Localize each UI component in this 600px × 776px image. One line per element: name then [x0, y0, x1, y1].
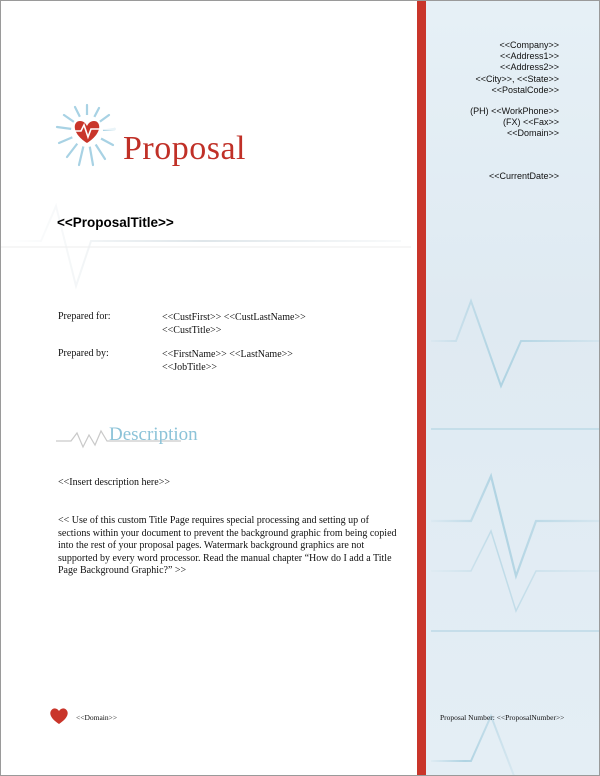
description-placeholder: <<Insert description here>> — [58, 477, 170, 488]
address-line-2: <<Address2>> — [499, 62, 559, 73]
contact-block — [470, 106, 559, 140]
customer-name: <<CustFirst>> <<CustLastName>> — [162, 312, 306, 323]
company-address-block — [475, 40, 559, 96]
prepared-by-value — [162, 348, 293, 374]
address-line-1: <<Address1>> — [499, 51, 559, 62]
description-heading: Description — [109, 424, 198, 445]
current-date: <<CurrentDate>> — [488, 171, 559, 181]
domain: <<Domain>> — [506, 128, 559, 139]
footer-proposal-number: Proposal Number: <<ProposalNumber>> — [440, 713, 565, 722]
customer-title: <<CustTitle>> — [162, 325, 222, 336]
postal-code: <<PostalCode>> — [491, 84, 559, 95]
work-phone: (PH) <<WorkPhone>> — [470, 106, 559, 116]
prepared-for-label: Prepared for: — [58, 311, 111, 322]
footer-domain: <<Domain>> — [76, 713, 118, 722]
heart-ekg-icon — [49, 101, 121, 173]
prepared-by-label: Prepared by: — [58, 348, 109, 359]
company-name: <<Company>> — [499, 40, 559, 50]
fax: (FX) <<Fax>> — [502, 117, 559, 128]
preparer-name: <<FirstName>> <<LastName>> — [162, 349, 293, 360]
city-state: <<City>>, <<State>> — [475, 73, 559, 84]
red-divider-bar — [417, 1, 426, 776]
proposal-heading: Proposal — [123, 130, 246, 167]
preparer-job-title: <<JobTitle>> — [162, 362, 217, 373]
description-body: << Use of this custom Title Page requires special processing and setting up of sections within your document to prevent the background graphic from being copied into the rest of your proposal pages. Watermark background graphics are not supported by every word processor. Read the manual chapter “How do I add a Title Page Background Graphic?” >> — [58, 515, 397, 577]
proposal-title: <<ProposalTitle>> — [57, 215, 174, 230]
prepared-for-value — [162, 311, 306, 337]
heart-icon — [49, 707, 69, 725]
